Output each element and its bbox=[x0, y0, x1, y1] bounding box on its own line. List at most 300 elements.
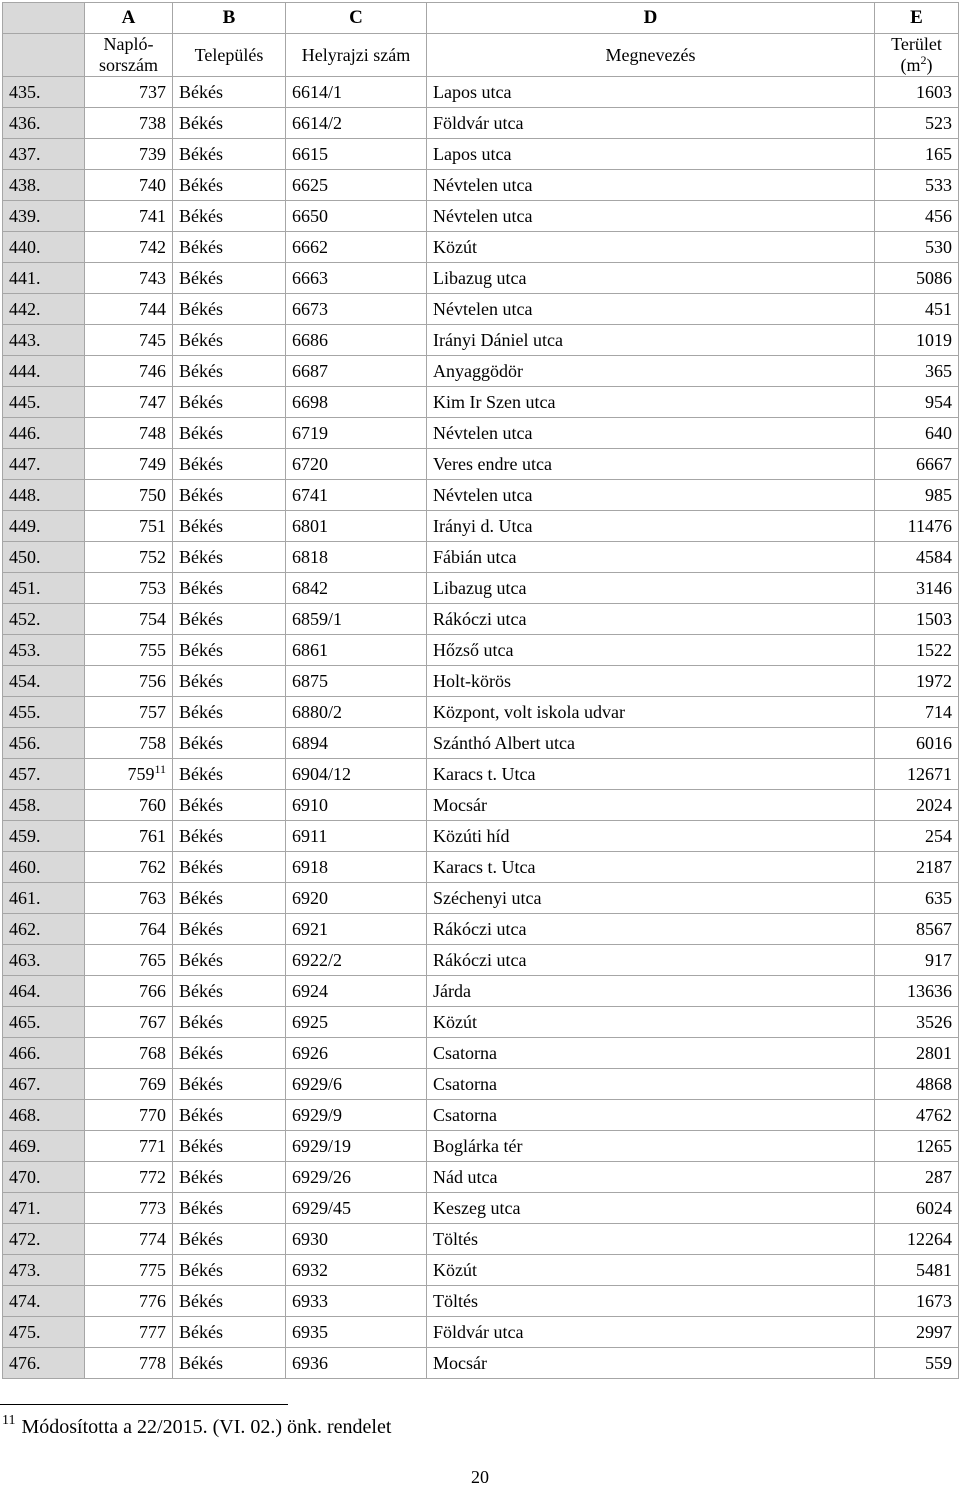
naplo-value: 745 bbox=[139, 329, 166, 350]
terulet-value: 1522 bbox=[916, 639, 952, 660]
helyrajzi-value: 6929/9 bbox=[292, 1104, 343, 1125]
megnevezes-value: Karacs t. Utca bbox=[433, 763, 536, 784]
terulet-cell bbox=[875, 139, 959, 170]
megnevezes-value: Boglárka tér bbox=[433, 1135, 523, 1156]
megnevezes-cell bbox=[427, 790, 875, 821]
terulet-value: 3146 bbox=[916, 577, 952, 598]
telepules-value: Békés bbox=[179, 949, 223, 970]
terulet-value: 533 bbox=[925, 174, 952, 195]
megnevezes-cell bbox=[427, 325, 875, 356]
terulet-value: 1503 bbox=[916, 608, 952, 629]
telepules-value: Békés bbox=[179, 205, 223, 226]
row-number-cell bbox=[3, 1348, 85, 1379]
megnevezes-value: Központ, volt iskola udvar bbox=[433, 701, 625, 722]
row-number-value: 462. bbox=[9, 918, 41, 939]
terulet-cell bbox=[875, 449, 959, 480]
megnevezes-value: Rákóczi utca bbox=[433, 949, 527, 970]
megnevezes-value: Mocsár bbox=[433, 794, 487, 815]
helyrajzi-cell bbox=[286, 1100, 427, 1131]
helyrajzi-cell bbox=[286, 77, 427, 108]
table-row bbox=[3, 1100, 959, 1131]
terulet-cell bbox=[875, 883, 959, 914]
terulet-cell bbox=[875, 1069, 959, 1100]
telepules-cell bbox=[173, 480, 286, 511]
row-number-value: 436. bbox=[9, 112, 41, 133]
helyrajzi-value: 6861 bbox=[292, 639, 328, 660]
telepules-value: Békés bbox=[179, 81, 223, 102]
table-row bbox=[3, 1038, 959, 1069]
megnevezes-value: Közút bbox=[433, 1259, 477, 1280]
megnevezes-value: Járda bbox=[433, 980, 471, 1001]
row-number-cell bbox=[3, 325, 85, 356]
table-row bbox=[3, 697, 959, 728]
terulet-value: 11476 bbox=[907, 515, 952, 536]
table-row bbox=[3, 1193, 959, 1224]
naplo-value: 775 bbox=[139, 1259, 166, 1280]
table-row bbox=[3, 914, 959, 945]
megnevezes-value: Libazug utca bbox=[433, 267, 527, 288]
helyrajzi-cell bbox=[286, 666, 427, 697]
helyrajzi-value: 6650 bbox=[292, 205, 328, 226]
helyrajzi-value: 6929/45 bbox=[292, 1197, 352, 1218]
terulet-value: 530 bbox=[925, 236, 952, 257]
table-row bbox=[3, 1317, 959, 1348]
row-number-cell bbox=[3, 139, 85, 170]
terulet-cell bbox=[875, 511, 959, 542]
megnevezes-value: Névtelen utca bbox=[433, 174, 533, 195]
helyrajzi-cell bbox=[286, 852, 427, 883]
row-number-cell bbox=[3, 883, 85, 914]
megnevezes-value: Hőzső utca bbox=[433, 639, 514, 660]
page-number: 20 bbox=[471, 1467, 489, 1487]
megnevezes-value: Töltés bbox=[433, 1290, 478, 1311]
helyrajzi-cell bbox=[286, 635, 427, 666]
telepules-value: Békés bbox=[179, 360, 223, 381]
megnevezes-cell bbox=[427, 1069, 875, 1100]
naplo-cell bbox=[85, 945, 173, 976]
telepules-cell bbox=[173, 449, 286, 480]
row-number-value: 463. bbox=[9, 949, 41, 970]
row-number-value: 444. bbox=[9, 360, 41, 381]
helyrajzi-value: 6859/1 bbox=[292, 608, 343, 629]
table-row bbox=[3, 666, 959, 697]
row-number-value: 435. bbox=[9, 81, 41, 102]
terulet-value: 1265 bbox=[916, 1135, 952, 1156]
megnevezes-cell bbox=[427, 139, 875, 170]
naplo-cell bbox=[85, 821, 173, 852]
helyrajzi-value: 6687 bbox=[292, 360, 328, 381]
terulet-cell bbox=[875, 108, 959, 139]
terulet-value: 5086 bbox=[916, 267, 952, 288]
register-table bbox=[2, 2, 959, 1379]
naplo-cell bbox=[85, 232, 173, 263]
helyrajzi-value: 6801 bbox=[292, 515, 328, 536]
row-number-cell bbox=[3, 759, 85, 790]
helyrajzi-cell bbox=[286, 790, 427, 821]
telepules-value: Békés bbox=[179, 887, 223, 908]
naplo-value: 753 bbox=[139, 577, 166, 598]
megnevezes-cell bbox=[427, 759, 875, 790]
helyrajzi-cell bbox=[286, 1348, 427, 1379]
naplo-value: 750 bbox=[139, 484, 166, 505]
header-terulet bbox=[875, 34, 959, 77]
telepules-cell bbox=[173, 1286, 286, 1317]
telepules-value: Békés bbox=[179, 794, 223, 815]
helyrajzi-cell bbox=[286, 1162, 427, 1193]
helyrajzi-value: 6936 bbox=[292, 1352, 328, 1373]
helyrajzi-value: 6614/1 bbox=[292, 81, 343, 102]
row-number-value: 470. bbox=[9, 1166, 41, 1187]
terulet-cell bbox=[875, 418, 959, 449]
megnevezes-value: Töltés bbox=[433, 1228, 478, 1249]
row-number-value: 453. bbox=[9, 639, 41, 660]
naplo-cell bbox=[85, 294, 173, 325]
naplo-cell bbox=[85, 108, 173, 139]
telepules-value: Békés bbox=[179, 143, 223, 164]
naplo-cell bbox=[85, 1286, 173, 1317]
telepules-value: Békés bbox=[179, 1228, 223, 1249]
helyrajzi-cell bbox=[286, 449, 427, 480]
helyrajzi-cell bbox=[286, 542, 427, 573]
telepules-value: Békés bbox=[179, 1011, 223, 1032]
megnevezes-cell bbox=[427, 666, 875, 697]
naplo-value: 767 bbox=[139, 1011, 166, 1032]
naplo-value: 765 bbox=[139, 949, 166, 970]
row-number-value: 451. bbox=[9, 577, 41, 598]
helyrajzi-value: 6741 bbox=[292, 484, 328, 505]
telepules-value: Békés bbox=[179, 422, 223, 443]
terulet-cell bbox=[875, 914, 959, 945]
terulet-cell bbox=[875, 77, 959, 108]
naplo-value: 747 bbox=[139, 391, 166, 412]
megnevezes-cell bbox=[427, 945, 875, 976]
naplo-value: 756 bbox=[139, 670, 166, 691]
naplo-cell bbox=[85, 976, 173, 1007]
table-row bbox=[3, 480, 959, 511]
terulet-cell bbox=[875, 1317, 959, 1348]
terulet-value: 917 bbox=[925, 949, 952, 970]
megnevezes-value: Fábián utca bbox=[433, 546, 517, 567]
naplo-cell bbox=[85, 1193, 173, 1224]
row-number-cell bbox=[3, 1317, 85, 1348]
column-letter-row bbox=[3, 3, 959, 34]
megnevezes-value: Rákóczi utca bbox=[433, 918, 527, 939]
megnevezes-cell bbox=[427, 356, 875, 387]
terulet-cell bbox=[875, 666, 959, 697]
telepules-value: Békés bbox=[179, 267, 223, 288]
telepules-value: Békés bbox=[179, 391, 223, 412]
terulet-cell bbox=[875, 480, 959, 511]
naplo-value: 764 bbox=[139, 918, 166, 939]
telepules-cell bbox=[173, 263, 286, 294]
naplo-value: 774 bbox=[139, 1228, 166, 1249]
megnevezes-cell bbox=[427, 728, 875, 759]
terulet-value: 456 bbox=[925, 205, 952, 226]
megnevezes-value: Mocsár bbox=[433, 1352, 487, 1373]
footnote-text: Módosította a 22/2015. (VI. 02.) önk. rendelet bbox=[21, 1416, 392, 1438]
helyrajzi-value: 6698 bbox=[292, 391, 328, 412]
terulet-value: 2801 bbox=[916, 1042, 952, 1063]
row-number-cell bbox=[3, 1162, 85, 1193]
row-number-value: 459. bbox=[9, 825, 41, 846]
naplo-cell bbox=[85, 1038, 173, 1069]
telepules-cell bbox=[173, 1317, 286, 1348]
terulet-value: 5481 bbox=[916, 1259, 952, 1280]
terulet-value: 635 bbox=[925, 887, 952, 908]
telepules-value: Békés bbox=[179, 608, 223, 629]
megnevezes-cell bbox=[427, 635, 875, 666]
helyrajzi-value: 6930 bbox=[292, 1228, 328, 1249]
row-number-value: 460. bbox=[9, 856, 41, 877]
helyrajzi-value: 6925 bbox=[292, 1011, 328, 1032]
telepules-value: Békés bbox=[179, 453, 223, 474]
terulet-cell bbox=[875, 263, 959, 294]
table-row bbox=[3, 418, 959, 449]
footnote-separator bbox=[0, 1404, 288, 1405]
megnevezes-value: Szánthó Albert utca bbox=[433, 732, 575, 753]
megnevezes-cell bbox=[427, 1007, 875, 1038]
column-letter-d: D bbox=[427, 3, 875, 34]
row-number-cell bbox=[3, 263, 85, 294]
header-terulet-unit-sup: 2 bbox=[920, 53, 927, 67]
terulet-value: 4584 bbox=[916, 546, 952, 567]
terulet-cell bbox=[875, 945, 959, 976]
helyrajzi-value: 6933 bbox=[292, 1290, 328, 1311]
row-number-cell bbox=[3, 945, 85, 976]
table-row bbox=[3, 77, 959, 108]
naplo-cell bbox=[85, 1131, 173, 1162]
megnevezes-cell bbox=[427, 821, 875, 852]
terulet-cell bbox=[875, 1131, 959, 1162]
helyrajzi-cell bbox=[286, 139, 427, 170]
naplo-cell bbox=[85, 263, 173, 294]
naplo-value: 746 bbox=[139, 360, 166, 381]
helyrajzi-value: 6929/19 bbox=[292, 1135, 352, 1156]
helyrajzi-cell bbox=[286, 1038, 427, 1069]
helyrajzi-value: 6663 bbox=[292, 267, 328, 288]
megnevezes-cell bbox=[427, 511, 875, 542]
table-row bbox=[3, 542, 959, 573]
helyrajzi-cell bbox=[286, 511, 427, 542]
helyrajzi-value: 6880/2 bbox=[292, 701, 343, 722]
terulet-cell bbox=[875, 201, 959, 232]
telepules-cell bbox=[173, 77, 286, 108]
row-number-value: 465. bbox=[9, 1011, 41, 1032]
helyrajzi-cell bbox=[286, 387, 427, 418]
row-number-value: 442. bbox=[9, 298, 41, 319]
megnevezes-value: Rákóczi utca bbox=[433, 608, 527, 629]
helyrajzi-cell bbox=[286, 976, 427, 1007]
terulet-cell bbox=[875, 170, 959, 201]
naplo-cell bbox=[85, 573, 173, 604]
row-number-value: 449. bbox=[9, 515, 41, 536]
telepules-cell bbox=[173, 232, 286, 263]
row-number-value: 441. bbox=[9, 267, 41, 288]
telepules-cell bbox=[173, 1224, 286, 1255]
megnevezes-value: Széchenyi utca bbox=[433, 887, 542, 908]
telepules-value: Békés bbox=[179, 484, 223, 505]
terulet-cell bbox=[875, 1193, 959, 1224]
helyrajzi-value: 6926 bbox=[292, 1042, 328, 1063]
table-body bbox=[3, 77, 959, 1379]
megnevezes-value: Közút bbox=[433, 1011, 477, 1032]
helyrajzi-cell bbox=[286, 1007, 427, 1038]
row-number-cell bbox=[3, 1193, 85, 1224]
naplo-value: 742 bbox=[139, 236, 166, 257]
telepules-value: Békés bbox=[179, 1104, 223, 1125]
megnevezes-value: Holt-körös bbox=[433, 670, 511, 691]
table-row bbox=[3, 821, 959, 852]
terulet-cell bbox=[875, 604, 959, 635]
helyrajzi-value: 6935 bbox=[292, 1321, 328, 1342]
helyrajzi-value: 6894 bbox=[292, 732, 328, 753]
terulet-cell bbox=[875, 232, 959, 263]
naplo-cell bbox=[85, 1224, 173, 1255]
naplo-cell bbox=[85, 387, 173, 418]
terulet-cell bbox=[875, 790, 959, 821]
header-corner-cell bbox=[3, 34, 85, 77]
megnevezes-value: Névtelen utca bbox=[433, 205, 533, 226]
table-row bbox=[3, 945, 959, 976]
telepules-cell bbox=[173, 108, 286, 139]
helyrajzi-cell bbox=[286, 294, 427, 325]
row-number-value: 443. bbox=[9, 329, 41, 350]
helyrajzi-cell bbox=[286, 604, 427, 635]
megnevezes-value: Lapos utca bbox=[433, 143, 512, 164]
naplo-cell bbox=[85, 1162, 173, 1193]
table-row bbox=[3, 263, 959, 294]
telepules-value: Békés bbox=[179, 174, 223, 195]
megnevezes-cell bbox=[427, 263, 875, 294]
helyrajzi-cell bbox=[286, 356, 427, 387]
row-number-value: 473. bbox=[9, 1259, 41, 1280]
row-number-cell bbox=[3, 697, 85, 728]
terulet-cell bbox=[875, 635, 959, 666]
header-megnevezes: Megnevezés bbox=[427, 34, 875, 77]
helyrajzi-cell bbox=[286, 201, 427, 232]
terulet-cell bbox=[875, 852, 959, 883]
megnevezes-cell bbox=[427, 1348, 875, 1379]
helyrajzi-value: 6904/12 bbox=[292, 763, 352, 784]
terulet-value: 6024 bbox=[916, 1197, 952, 1218]
naplo-value: 757 bbox=[139, 701, 166, 722]
telepules-value: Békés bbox=[179, 763, 223, 784]
telepules-cell bbox=[173, 573, 286, 604]
helyrajzi-cell bbox=[286, 1317, 427, 1348]
naplo-value: 771 bbox=[139, 1135, 166, 1156]
naplo-value: 752 bbox=[139, 546, 166, 567]
telepules-value: Békés bbox=[179, 1166, 223, 1187]
telepules-value: Békés bbox=[179, 670, 223, 691]
megnevezes-cell bbox=[427, 77, 875, 108]
telepules-cell bbox=[173, 387, 286, 418]
row-number-cell bbox=[3, 294, 85, 325]
telepules-cell bbox=[173, 790, 286, 821]
table-row bbox=[3, 604, 959, 635]
row-number-value: 457. bbox=[9, 763, 41, 784]
helyrajzi-value: 6662 bbox=[292, 236, 328, 257]
megnevezes-cell bbox=[427, 914, 875, 945]
row-number-value: 450. bbox=[9, 546, 41, 567]
naplo-value: 763 bbox=[139, 887, 166, 908]
terulet-cell bbox=[875, 1224, 959, 1255]
row-number-cell bbox=[3, 914, 85, 945]
table-row bbox=[3, 728, 959, 759]
row-number-value: 466. bbox=[9, 1042, 41, 1063]
telepules-value: Békés bbox=[179, 236, 223, 257]
megnevezes-cell bbox=[427, 1038, 875, 1069]
column-header-row bbox=[3, 34, 959, 77]
helyrajzi-cell bbox=[286, 945, 427, 976]
table-row bbox=[3, 759, 959, 790]
terulet-cell bbox=[875, 1286, 959, 1317]
megnevezes-cell bbox=[427, 1162, 875, 1193]
helyrajzi-value: 6673 bbox=[292, 298, 328, 319]
megnevezes-value: Anyaggödör bbox=[433, 360, 523, 381]
telepules-cell bbox=[173, 325, 286, 356]
row-number-cell bbox=[3, 1100, 85, 1131]
naplo-cell bbox=[85, 790, 173, 821]
naplo-cell bbox=[85, 542, 173, 573]
telepules-cell bbox=[173, 511, 286, 542]
megnevezes-value: Irányi Dániel utca bbox=[433, 329, 563, 350]
terulet-value: 714 bbox=[925, 701, 952, 722]
telepules-cell bbox=[173, 139, 286, 170]
megnevezes-value: Kim Ir Szen utca bbox=[433, 391, 556, 412]
helyrajzi-value: 6921 bbox=[292, 918, 328, 939]
naplo-cell bbox=[85, 666, 173, 697]
helyrajzi-value: 6920 bbox=[292, 887, 328, 908]
helyrajzi-cell bbox=[286, 697, 427, 728]
telepules-cell bbox=[173, 1255, 286, 1286]
telepules-value: Békés bbox=[179, 546, 223, 567]
terulet-value: 1603 bbox=[916, 81, 952, 102]
telepules-cell bbox=[173, 759, 286, 790]
naplo-cell bbox=[85, 759, 173, 790]
megnevezes-value: Közút bbox=[433, 236, 477, 257]
telepules-cell bbox=[173, 1007, 286, 1038]
telepules-cell bbox=[173, 635, 286, 666]
telepules-value: Békés bbox=[179, 329, 223, 350]
row-number-value: 439. bbox=[9, 205, 41, 226]
row-number-cell bbox=[3, 356, 85, 387]
megnevezes-cell bbox=[427, 883, 875, 914]
row-number-value: 447. bbox=[9, 453, 41, 474]
header-helyrajzi: Helyrajzi szám bbox=[286, 34, 427, 77]
terulet-cell bbox=[875, 976, 959, 1007]
terulet-value: 8567 bbox=[916, 918, 952, 939]
telepules-cell bbox=[173, 852, 286, 883]
terulet-value: 2997 bbox=[916, 1321, 952, 1342]
table-row bbox=[3, 170, 959, 201]
row-number-value: 454. bbox=[9, 670, 41, 691]
naplo-value: 768 bbox=[139, 1042, 166, 1063]
telepules-cell bbox=[173, 821, 286, 852]
terulet-cell bbox=[875, 1038, 959, 1069]
terulet-cell bbox=[875, 542, 959, 573]
helyrajzi-value: 6719 bbox=[292, 422, 328, 443]
terulet-cell bbox=[875, 1162, 959, 1193]
header-terulet-unit-prefix: (m bbox=[900, 55, 921, 75]
footnote-reference: 11 bbox=[154, 761, 166, 776]
megnevezes-value: Veres endre utca bbox=[433, 453, 552, 474]
naplo-value: 744 bbox=[139, 298, 166, 319]
table-row bbox=[3, 387, 959, 418]
column-letter-b: B bbox=[173, 3, 286, 34]
telepules-cell bbox=[173, 604, 286, 635]
naplo-cell bbox=[85, 356, 173, 387]
row-number-cell bbox=[3, 511, 85, 542]
